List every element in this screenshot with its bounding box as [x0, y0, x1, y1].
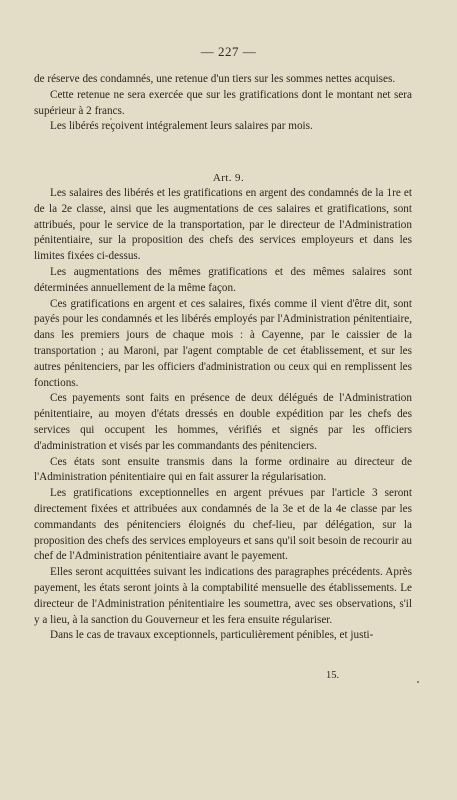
paper-speck	[417, 681, 419, 683]
paragraph-8: Ces états sont ensuite transmis dans la forme ordinaire au directeur de l'Administration pénitentiaire qui en fait assurer la régularisation.	[34, 455, 412, 484]
signature-mark: 15.	[326, 670, 340, 681]
text-block-article	[34, 186, 412, 644]
paragraph-9: Les gratifications exceptionnelles en argent prévues par l'article 3 seront directement fixées et attribuées aux condamnés de la 3e et de la 4e classe par les commandants des pénitenciers éloignés du chef-lieu, par délégation, sur la proposition des chefs des services employeurs et sans qu'il soit besoin de recourir au chef de l'Administration pénitentiaire avant le payement.	[34, 487, 412, 563]
paragraph-2: Cette retenue ne sera exercée que sur les gratifications dont le montant net sera supérieur à 2 francs.	[34, 88, 412, 117]
paragraph-4: Les salaires des libérés et les gratifications en argent des condamnés de la 1re et de la 2e classe, ainsi que les augmentations de ces salaires et gratifications, sont attribués, pour le service de la transportation, par le directeur de l'Administration pénitentiaire, sur la proposition des chefs des services employeurs et dans les limites fixées ci-dessus.	[34, 187, 412, 263]
paragraph-5: Les augmentations des mêmes gratifications et des mêmes salaires sont déterminées annuellement de la même façon.	[34, 265, 412, 294]
paragraph-7: Ces payements sont faits en présence de deux délégués de l'Administration pénitentiaire, au moyen d'états dressés en double expédition par les chefs des services qui occupent les hommes, vérifiés et signés par les officiers d'administration et visés par les commandants des pénitenciers.	[34, 392, 412, 452]
paragraph-10: Elles seront acquittées suivant les indications des paragraphes précédents. Après payement, les états seront joints à la comptabilité mensuelle des établissements. Le directeur de l'Administration pénitentiaire les soumettra, avec ses observations, s'il y a lieu, à la sanction du Gouverneur et les fera ensuite régulariser.	[34, 566, 412, 626]
text-block-top	[34, 72, 412, 135]
paragraph-6: Ces gratifications en argent et ces salaires, fixés comme il vient d'être dit, sont payés pour les condamnés et les libérés employés par l'Administration pénitentiaire, dans les premiers jours de chaque mois : à Cayenne, par le caissier de la transportation ; au Maroni, par l'agent comptable de cet établissement, et sur les autres pénitenciers, par les officiers d'administration ou ceux qui en remplissent les fonctions.	[34, 297, 412, 389]
article-heading: Art. 9.	[212, 172, 245, 184]
paragraph-1: de réserve des condamnés, une retenue d'un tiers sur les sommes nettes acquises.	[34, 73, 396, 85]
page-number-header: — 227 —	[200, 44, 257, 59]
paragraph-11: Dans le cas de travaux exceptionnels, particulièrement pénibles, et justi-	[50, 629, 374, 642]
paragraph-3: Les libérés reçoivent intégralement leurs salaires par mois.	[50, 120, 313, 133]
paper-speck	[110, 118, 112, 120]
